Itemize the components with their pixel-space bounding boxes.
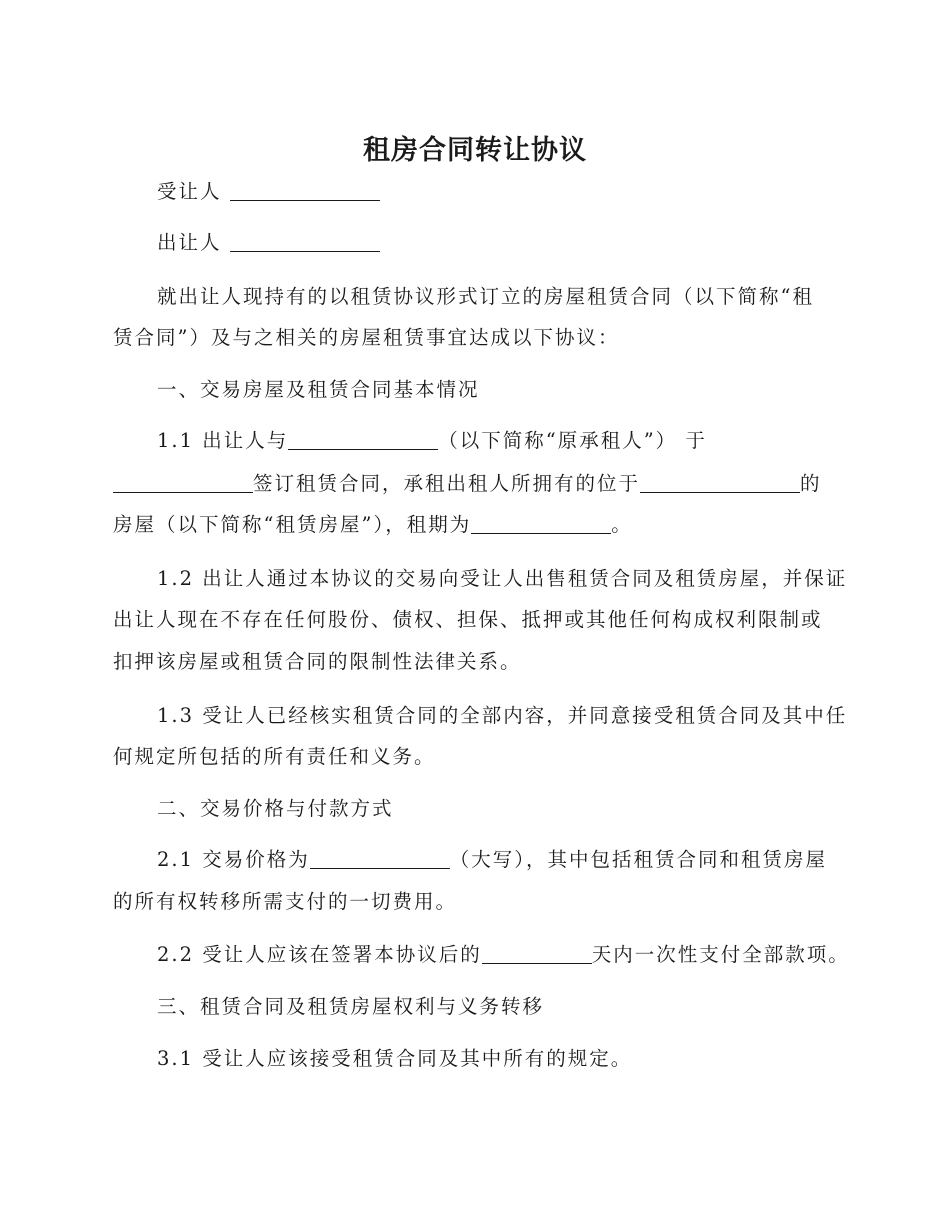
clause-2-1-text-a: 2.1 交易价格为	[157, 848, 310, 871]
assignee-line	[157, 178, 380, 206]
clause-1-2-line-2: 出让人现在不存在任何股份、债权、担保、抵押或其他任何构成权利限制或	[113, 608, 823, 631]
clause-2-1-line-1	[157, 846, 827, 874]
clause-1-3-line-1: 1.3 受让人已经核实租赁合同的全部内容，并同意接受租赁合同及其中任	[157, 704, 848, 727]
clause-2-1-text-b: （大写），其中包括租赁合同和租赁房屋	[449, 848, 827, 871]
clause-2-2-line	[157, 941, 850, 969]
section3-heading: 三、租赁合同及租赁房屋权利与义务转移	[157, 995, 545, 1018]
clause-1-1-text-f: 。	[611, 513, 633, 536]
clause-1-1-text-a: 1.1 出让人与	[157, 429, 289, 452]
assignee-blank[interactable]	[230, 180, 380, 201]
clause-2-2-text-b: 天内一次性支付全部款项。	[591, 943, 850, 966]
payment-days-blank[interactable]	[482, 943, 592, 964]
clause-1-1-line-3	[113, 511, 633, 539]
clause-3-1-line: 3.1 受让人应该接受租赁合同及其中所有的规定。	[157, 1047, 633, 1070]
section2-heading: 二、交易价格与付款方式	[157, 797, 394, 820]
sign-date-blank[interactable]	[113, 472, 253, 493]
clause-2-1-line-2: 的所有权转移所需支付的一切费用。	[113, 890, 458, 913]
clause-2-2-text-a: 2.2 受让人应该在签署本协议后的	[157, 943, 482, 966]
property-location-blank[interactable]	[640, 472, 800, 493]
assignor-blank[interactable]	[230, 231, 380, 252]
assignor-label: 出让人	[157, 231, 222, 254]
clause-1-1-text-b: （以下简称“原承租人”） 于	[438, 429, 707, 452]
clause-1-1-text-d: 的	[800, 472, 822, 495]
clause-1-1-text-c: 签订租赁合同，承租出租人所拥有的位于	[253, 472, 641, 495]
price-blank[interactable]	[310, 848, 450, 869]
preamble-line-1: 就出让人现持有的以租赁协议形式订立的房屋租赁合同（以下简称“租	[157, 285, 814, 308]
lease-term-blank[interactable]	[471, 513, 611, 534]
clause-1-3-line-2: 何规定所包括的所有责任和义务。	[113, 745, 436, 768]
section1-heading: 一、交易房屋及租赁合同基本情况	[157, 378, 480, 401]
preamble-line-2: 赁合同”）及与之相关的房屋租赁事宜达成以下协议：	[113, 326, 620, 349]
clause-1-2-line-3: 扣押该房屋或租赁合同的限制性法律关系。	[113, 650, 522, 673]
clause-1-1-line-2	[113, 470, 822, 498]
assignor-line	[157, 229, 380, 257]
clause-1-2-line-1: 1.2 出让人通过本协议的交易向受让人出售租赁合同及租赁房屋，并保证	[157, 567, 848, 590]
original-tenant-blank[interactable]	[288, 429, 438, 450]
assignee-label: 受让人	[157, 180, 222, 203]
clause-1-1-text-e: 房屋（以下简称“租赁房屋”），租期为	[113, 513, 472, 536]
document-title: 租房合同转让协议	[363, 135, 587, 166]
clause-1-1-line-1	[157, 427, 707, 455]
